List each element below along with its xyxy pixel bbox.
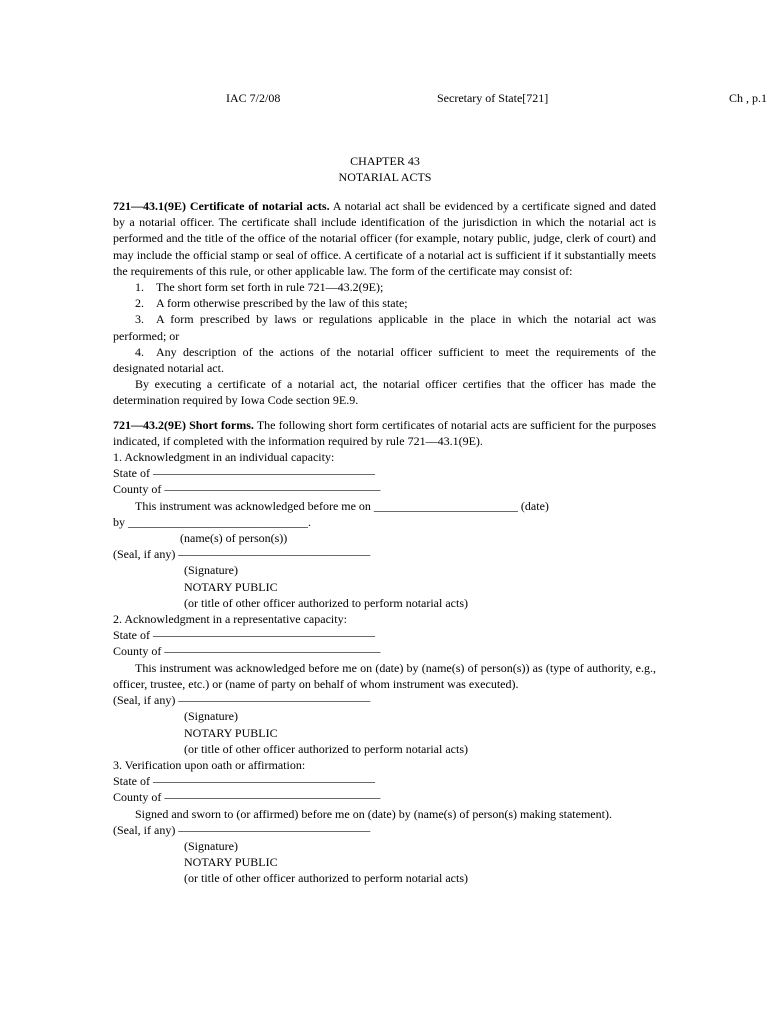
other-officer-label: (or title of other officer authorized to perform notarial acts) [184, 871, 468, 886]
rule-43-2-paragraph [113, 417, 656, 449]
rule-43-1-item: 2. A form otherwise prescribed by the law of this state; [135, 296, 408, 311]
notary-public-label: NOTARY PUBLIC [184, 855, 278, 870]
rule-43-1-item: 4. Any description of the actions of the notarial officer sufficient to meet the requirements of the designated notarial act. [113, 344, 656, 376]
form-title: 1. Acknowledgment in an individual capacity: [113, 450, 335, 465]
form-title: 3. Verification upon oath or affirmation: [113, 757, 306, 772]
signature-label: (Signature) [184, 709, 238, 724]
seal-line: (Seal, if any) –––––––––––––––––––––––––––––––– [113, 547, 371, 562]
header-center: Secretary of State[721] [437, 91, 549, 105]
header-right: Ch , p.1 [729, 91, 768, 105]
county-line: County of –––––––––––––––––––––––––––––––––––– [113, 482, 381, 497]
rule-43-1-item: 1. The short form set forth in rule 721—43.2(9E); [135, 280, 384, 295]
other-officer-label: (or title of other officer authorized to perform notarial acts) [184, 595, 468, 610]
notary-public-label: NOTARY PUBLIC [184, 725, 278, 740]
seal-line: (Seal, if any) –––––––––––––––––––––––––––––––– [113, 822, 371, 837]
rule-43-1-closing: By executing a certificate of a notarial act, the notarial officer certifies that the officer has made the determination required by Iowa Code section 9E.9. [113, 377, 656, 408]
state-line: State of ––––––––––––––––––––––––––––––––––––– [113, 466, 375, 481]
form-statement: Signed and sworn to (or affirmed) before me on (date) by (name(s) of person(s) making statement). [135, 806, 612, 821]
rule-43-2-body: The following short form certificates of notarial acts are sufficient for the purposes indicated, if completed with the information required by rule 721—43.1(9E). [113, 417, 656, 448]
rule-43-1-paragraph [113, 198, 656, 279]
signature-label: (Signature) [184, 563, 238, 578]
state-line: State of ––––––––––––––––––––––––––––––––––––– [113, 774, 375, 789]
chapter-title: NOTARIAL ACTS [338, 170, 432, 184]
form-statement: This instrument was acknowledged before me on (date) by (name(s) of person(s)) as (type of authority, e.g., officer, trustee, etc.) or (name of party on behalf of whom instrument was executed). [113, 660, 656, 691]
chapter-number: CHAPTER 43 [350, 154, 420, 168]
rule-43-1-body: A notarial act shall be evidenced by a certificate signed and dated by a notarial officer. The certificate shall include identification of the jurisdiction in which the notarial act is performed and the title of the office of the notarial officer (for example, notary public, judge, clerk of court) and may include the official stamp or seal of office. A certificate of a notarial act is sufficient if it substantially meets the requirements of this rule, or other applicable law. The form of the certificate may consist of: [113, 199, 656, 278]
county-line: County of –––––––––––––––––––––––––––––––––––– [113, 644, 381, 659]
name-label: (name(s) of person(s)) [180, 531, 288, 546]
state-line: State of ––––––––––––––––––––––––––––––––––––– [113, 628, 375, 643]
rule-43-1-item: 3. A form prescribed by laws or regulations applicable in the place in which the notarial act was performed; or [113, 312, 656, 343]
notary-public-label: NOTARY PUBLIC [184, 579, 278, 594]
header-left: IAC 7/2/08 [226, 91, 281, 105]
other-officer-label: (or title of other officer authorized to perform notarial acts) [184, 741, 468, 756]
county-line: County of –––––––––––––––––––––––––––––––––––– [113, 790, 381, 805]
form-title: 2. Acknowledgment in a representative capacity: [113, 612, 347, 627]
form-statement: This instrument was acknowledged before me on ________________________ (date) [135, 498, 549, 513]
rule-43-1-heading: 721—43.1(9E) Certificate of notarial acts. [113, 199, 330, 213]
by-line: by ______________________________. [113, 514, 311, 529]
seal-line: (Seal, if any) –––––––––––––––––––––––––––––––– [113, 693, 371, 708]
rule-43-2-heading: 721—43.2(9E) Short forms. [113, 417, 254, 432]
document-body [113, 198, 656, 887]
signature-label: (Signature) [184, 838, 238, 853]
